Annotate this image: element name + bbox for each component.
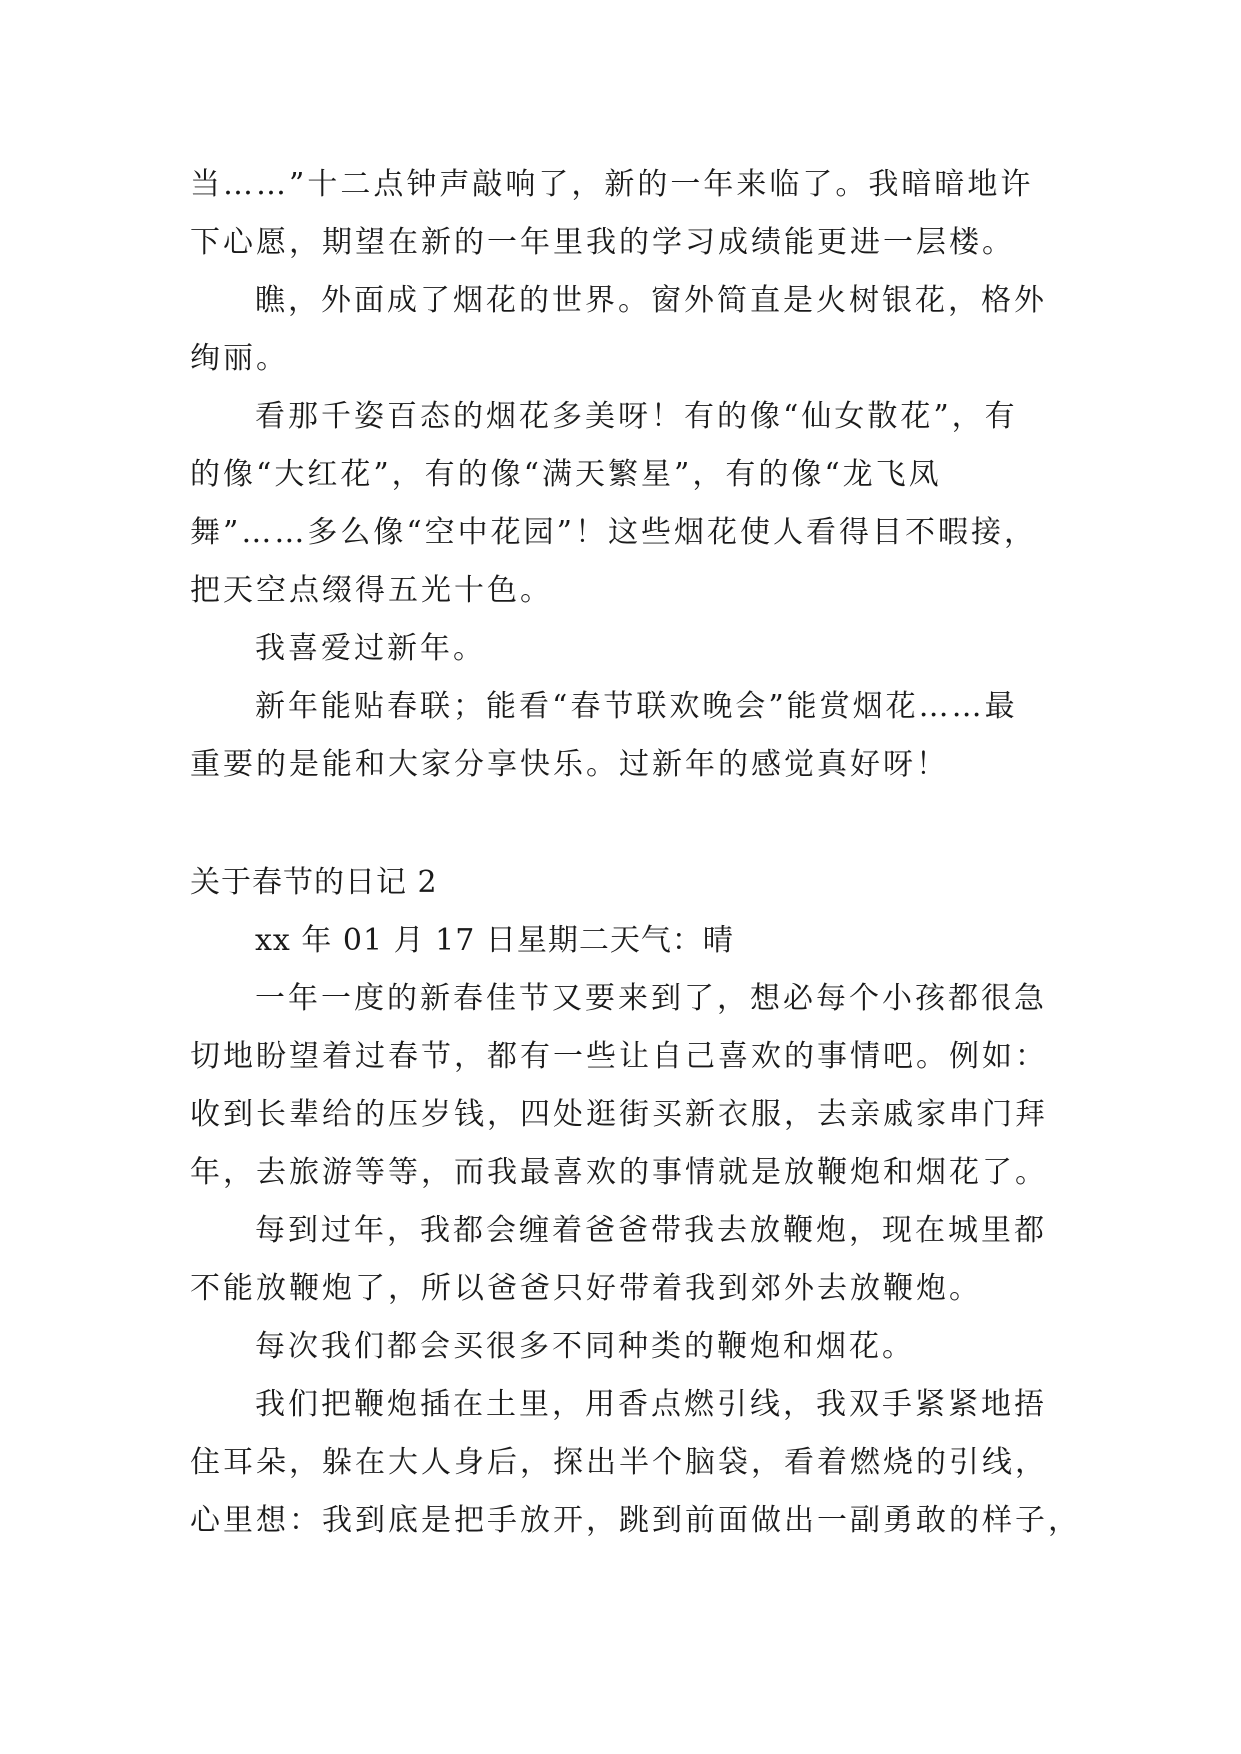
text-line: 把天空点缀得五光十色。 xyxy=(190,573,553,608)
text-line: 年，去旅游等等，而我最喜欢的事情就是放鞭炮和烟花了。 xyxy=(190,1155,1048,1190)
text-line: 收到长辈给的压岁钱，四处逛街买新衣服，去亲戚家串门拜 xyxy=(190,1097,1048,1132)
text-line: 我喜爱过新年。 xyxy=(255,631,486,666)
text-line: 瞧，外面成了烟花的世界。窗外简直是火树银花，格外 xyxy=(255,283,1047,318)
text-line: 我们把鞭炮插在土里，用香点燃引线，我双手紧紧地捂 xyxy=(255,1387,1047,1422)
text-line: 舞”……多么像“空中花园”！这些烟花使人看得目不暇接， xyxy=(190,515,1038,550)
text-line: 重要的是能和大家分享快乐。过新年的感觉真好呀！ xyxy=(190,747,949,782)
text-line: 心里想：我到底是把手放开，跳到前面做出一副勇敢的样子， xyxy=(190,1503,1081,1538)
text-line: 绚丽。 xyxy=(190,341,289,376)
text-line: 下心愿，期望在新的一年里我的学习成绩能更进一层楼。 xyxy=(190,225,1015,260)
text-line: 切地盼望着过春节，都有一些让自己喜欢的事情吧。例如： xyxy=(190,1039,1048,1074)
text-line: 住耳朵，躲在大人身后，探出半个脑袋，看着燃烧的引线， xyxy=(190,1445,1048,1480)
text-line: 新年能贴春联；能看“春节联欢晚会”能赏烟花……最 xyxy=(255,689,1018,724)
section-title: 关于春节的日记 2 xyxy=(190,865,438,900)
text-line: 每到过年，我都会缠着爸爸带我去放鞭炮，现在城里都 xyxy=(255,1213,1047,1248)
text-line: 每次我们都会买很多不同种类的鞭炮和烟花。 xyxy=(255,1329,915,1364)
text-line: 的像“大红花”，有的像“满天繁星”，有的像“龙飞凤 xyxy=(190,457,942,492)
date-line: xx 年 01 月 17 日星期二天气：晴 xyxy=(255,923,734,958)
text-line: 不能放鞭炮了，所以爸爸只好带着我到郊外去放鞭炮。 xyxy=(190,1271,982,1306)
text-line: 当……”十二点钟声敲响了，新的一年来临了。我暗暗地许 xyxy=(190,167,1034,202)
text-line: 一年一度的新春佳节又要来到了，想必每个小孩都很急 xyxy=(255,981,1047,1016)
text-line: 看那千姿百态的烟花多美呀！有的像“仙女散花”，有 xyxy=(255,399,1018,434)
